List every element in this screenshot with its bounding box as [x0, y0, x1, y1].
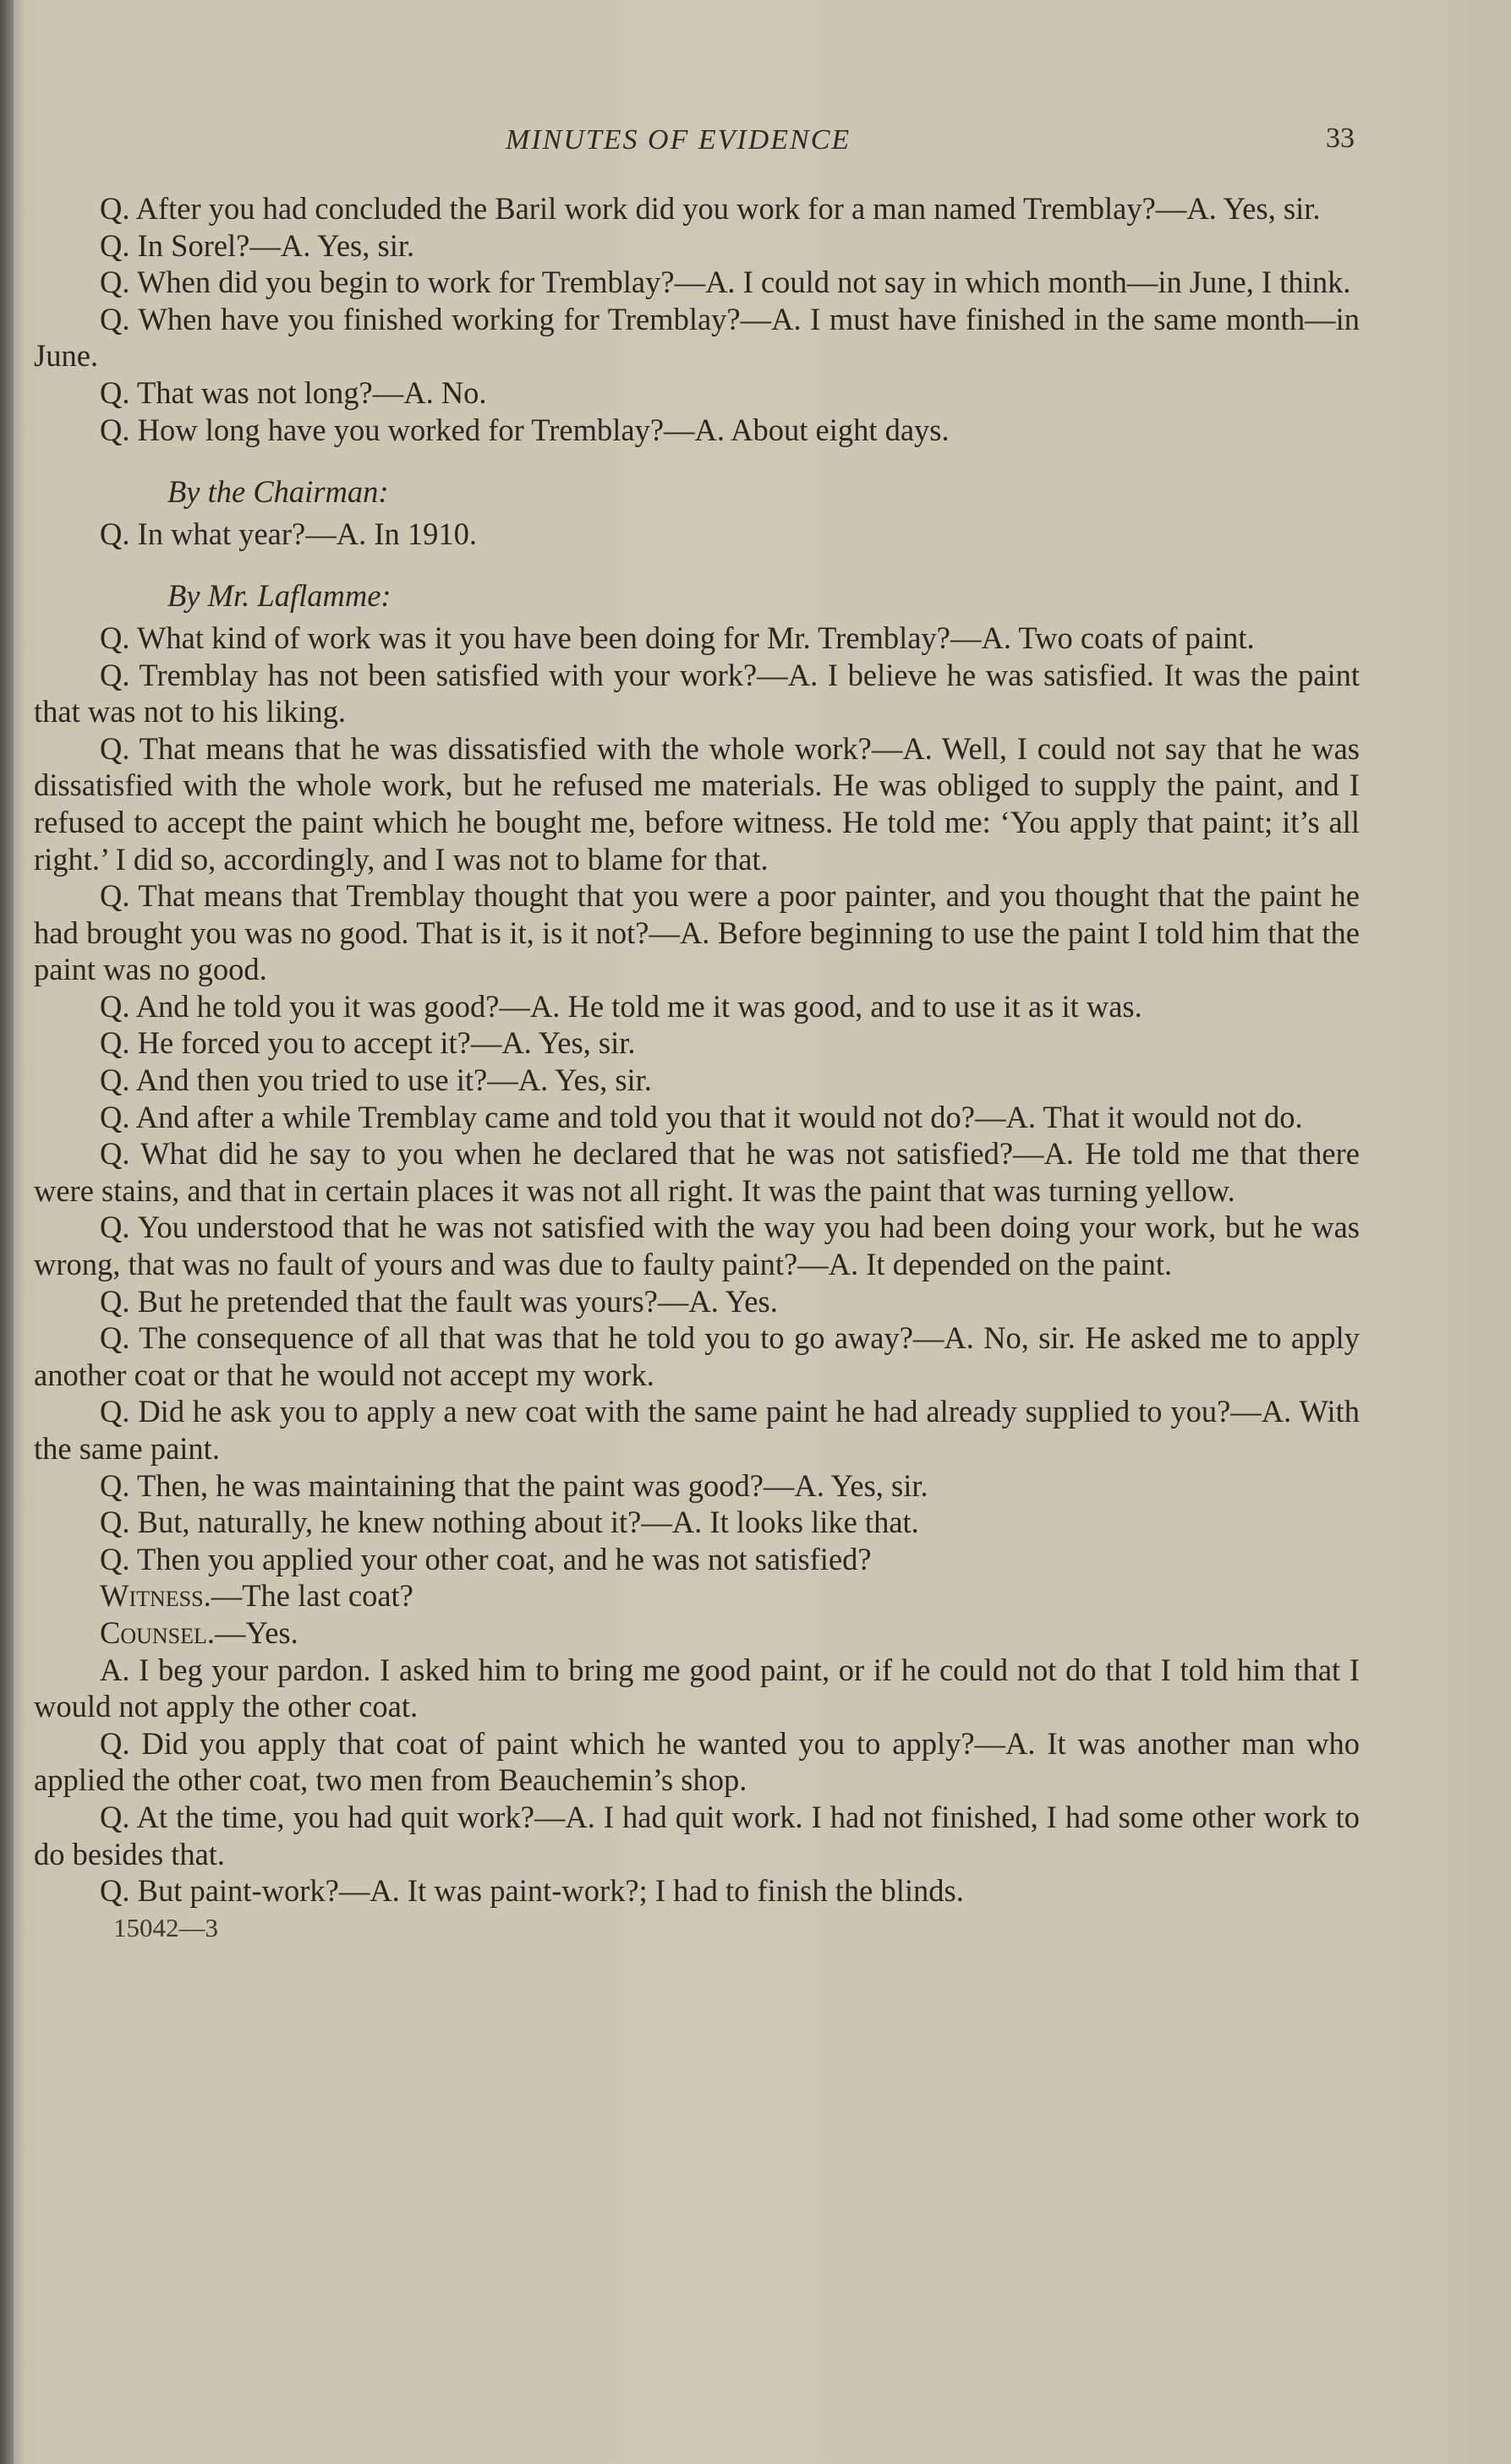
paragraph: Q. But, naturally, he knew nothing about it?—A. It looks like that. — [100, 1505, 919, 1540]
page-header — [0, 123, 1511, 165]
paragraph: Q. He forced you to accept it?—A. Yes, sir. — [100, 1025, 636, 1061]
transcript-body — [34, 190, 1360, 1946]
paragraph: Q. What kind of work was it you have been doing for Mr. Tremblay?—A. Two coats of paint. — [100, 620, 1255, 655]
paragraph: Q. At the time, you had quit work?—A. I had quit work. I had not finished, I had some other work to do besides that. — [34, 1799, 1360, 1871]
paragraph: Q. The consequence of all that was that he told you to go away?—A. No, sir. He asked me to apply another coat or that he would not accept my work. — [34, 1320, 1360, 1392]
section-heading-laflamme: By Mr. Laflamme: — [167, 578, 391, 614]
running-title: MINUTES OF EVIDENCE — [506, 124, 851, 156]
paragraph: Q. Then, he was maintaining that the paint was good?—A. Yes, sir. — [100, 1467, 928, 1503]
paragraph: Q. What did he say to you when he declared that he was not satisfied?—A. He told me that there were stains, and that in certain places it was not all right. It was the paint that was turning yellow. — [34, 1136, 1360, 1208]
page-number: 33 — [1326, 123, 1355, 154]
paragraph: Q. And then you tried to use it?—A. Yes, sir. — [100, 1063, 652, 1098]
paragraph: Q. After you had concluded the Baril work did you work for a man named Tremblay?—A. Yes, sir. — [100, 191, 1321, 226]
paragraph: Q. In Sorel?—A. Yes, sir. — [100, 227, 415, 263]
paragraph: Q. Then you applied your other coat, and he was not satisfied? — [100, 1541, 872, 1576]
paragraph: Q. But he pretended that the fault was yours?—A. Yes. — [100, 1283, 778, 1319]
section-heading-chairman: By the Chairman: — [167, 474, 389, 510]
paragraph: Q. And after a while Tremblay came and told you that it would not do?—A. That it would not do. — [100, 1099, 1303, 1134]
paragraph: A. I beg your pardon. I asked him to bring me good paint, or if he could not do that I told him that I would not apply the other coat. — [34, 1652, 1360, 1724]
speaker-label-witness: Witness. — [100, 1578, 211, 1614]
counsel-text: —Yes. — [215, 1614, 298, 1650]
paragraph: Q. When did you begin to work for Tremblay?—A. I could not say in which month—in June, I think. — [100, 265, 1351, 300]
paragraph: Q. Did he ask you to apply a new coat with the same paint he had already supplied to you?—A. With the same paint. — [34, 1394, 1360, 1466]
printer-signature-mark: 15042—3 — [113, 1912, 218, 1942]
paragraph: Q. And he told you it was good?—A. He told me it was good, and to use it as it was. — [100, 988, 1142, 1024]
paragraph: Q. When have you finished working for Tremblay?—A. I must have finished in the same month—in June. — [34, 301, 1360, 374]
paragraph: Q. That means that Tremblay thought that you were a poor painter, and you thought that the paint he had brought you was no good. That is it, is it not?—A. Before beginning to use the paint I told him that the paint was no good. — [34, 878, 1360, 987]
counsel-line — [34, 1614, 1360, 1652]
witness-line — [34, 1577, 1360, 1614]
book-spine-shadow — [0, 0, 14, 2464]
paragraph: Q. That means that he was dissatisfied with the whole work?—A. Well, I could not say that he was dissatisfied with the whole work, but he refused me materials. He was obliged to supply the paint, and I refused to accept the paint which he bought me, before witness. He told me: ‘You apply that paint; it’s all right.’ I did so, accordingly, and I was not to blame for that. — [34, 730, 1360, 877]
speaker-label-counsel: Counsel. — [100, 1614, 216, 1650]
paragraph: Q. In what year?—A. In 1910. — [100, 516, 477, 551]
paragraph: Q. How long have you worked for Tremblay?—A. About eight days. — [100, 412, 950, 447]
paragraph: Q. Tremblay has not been satisfied with your work?—A. I believe he was satisfied. It was the paint that was not to his liking. — [34, 657, 1360, 729]
paragraph: Q. But paint-work?—A. It was paint-work?; I had to finish the blinds. — [100, 1873, 964, 1909]
paragraph: Q. You understood that he was not satisfied with the way you had been doing your work, but he was wrong, that was no fault of yours and was due to faulty paint?—A. It depended on the paint. — [34, 1210, 1360, 1282]
paragraph: Q. Did you apply that coat of paint which he wanted you to apply?—A. It was another man who applied the other coat, two men from Beauchemin’s shop. — [34, 1725, 1360, 1798]
paragraph: Q. That was not long?—A. No. — [100, 374, 487, 410]
witness-text: —The last coat? — [211, 1578, 413, 1614]
